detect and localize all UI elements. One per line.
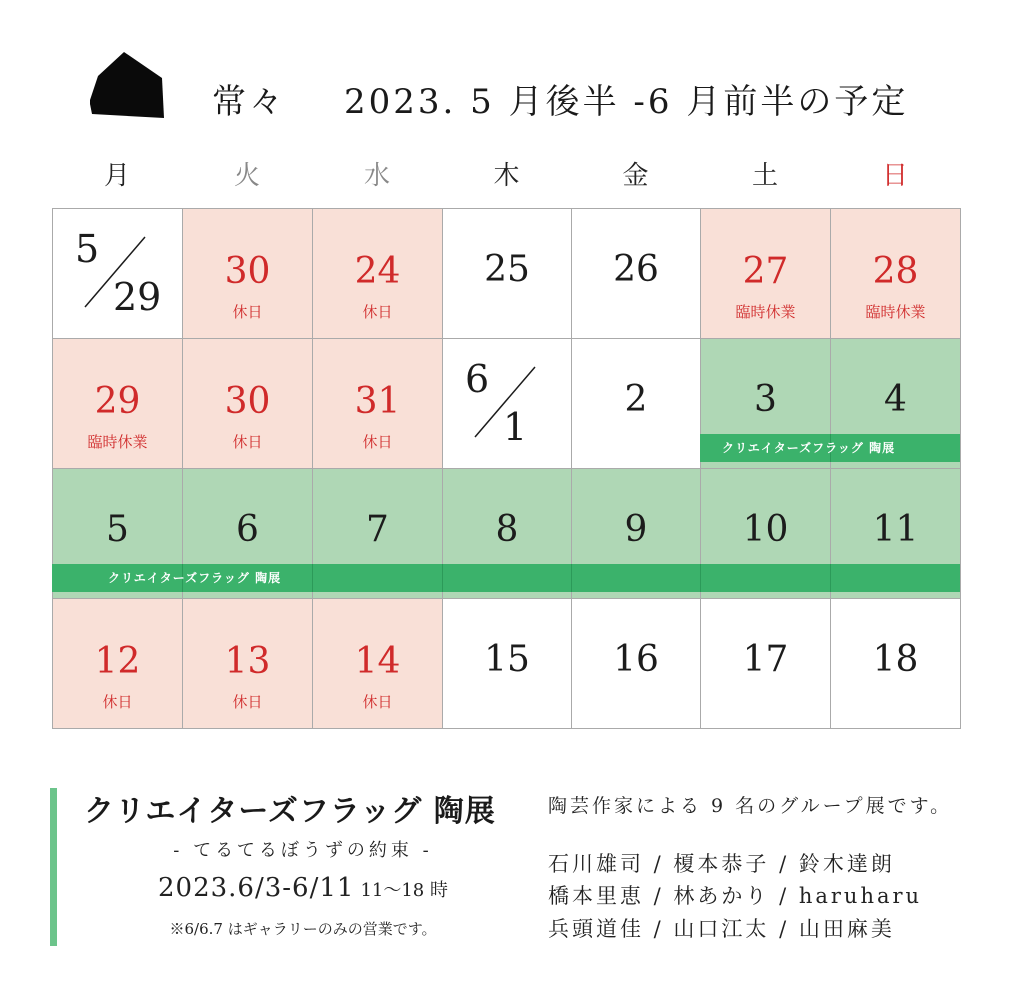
day-number: 16 (613, 639, 659, 680)
day-number: 13 (224, 641, 271, 682)
calendar-day-cell (700, 208, 831, 339)
closed-note: 臨時休業 (865, 303, 926, 321)
day-number: 9 (624, 509, 648, 550)
day-number: 25 (484, 249, 530, 290)
closed-note: 休日 (232, 303, 263, 321)
calendar-grid (52, 208, 960, 728)
day-number: 3 (754, 379, 777, 420)
day-number: 18 (872, 639, 919, 680)
calendar-day-cell (571, 208, 701, 339)
day-number: 27 (742, 251, 789, 292)
calendar-day-cell (442, 338, 572, 469)
calendar-day-cell (52, 208, 183, 339)
calendar-day-cell (52, 598, 183, 729)
closed-note: 臨時休業 (735, 303, 796, 321)
calendar-day-cell (830, 598, 961, 729)
event-hours: 11～18 時 (360, 880, 448, 901)
schedule-title: 2023. 5 月後半 -6 月前半の予定 (344, 82, 909, 122)
day-number: 29 (113, 275, 162, 319)
day-number: 14 (354, 641, 401, 682)
shop-name: 常々 (212, 82, 286, 122)
event-dates (84, 873, 522, 903)
calendar-day-cell (442, 208, 572, 339)
closed-note: 休日 (362, 433, 393, 451)
calendar-day-cell (182, 338, 313, 469)
day-number: 31 (354, 381, 401, 422)
day-number: 29 (94, 381, 141, 422)
closed-note: 休日 (232, 693, 263, 711)
calendar-day-cell (571, 338, 701, 469)
event-note: ※6/6.7 はギャラリーのみの営業です。 (169, 920, 437, 938)
weekday-label: 水 (363, 161, 390, 191)
event-band-divider (830, 564, 831, 592)
weekday-header (52, 156, 960, 196)
day-number: 26 (613, 249, 659, 290)
event-band-label: クリエイターズフラッグ 陶展 (722, 441, 896, 455)
calendar-day-cell (312, 338, 443, 469)
day-number: 24 (354, 251, 401, 292)
artist-line: 兵頭道佳 / 山口江太 / 山田麻美 (548, 917, 895, 941)
event-band-label: クリエイターズフラッグ 陶展 (108, 571, 282, 585)
day-number: 6 (236, 509, 259, 550)
day-number: 30 (224, 251, 271, 292)
day-number: 30 (224, 381, 271, 422)
day-number: 17 (742, 639, 789, 680)
closed-note: 休日 (232, 433, 263, 451)
month-day-fraction (53, 209, 183, 339)
event-band-divider (442, 564, 443, 592)
event-subtitle: - てるてるぼうずの約束 - (173, 840, 433, 861)
calendar-day-cell (571, 598, 701, 729)
day-number: 2 (624, 379, 648, 420)
weekday-label: 木 (493, 161, 520, 191)
day-number: 10 (742, 509, 789, 550)
page-title (212, 74, 908, 123)
day-number: 5 (106, 509, 129, 550)
calendar-day-cell (52, 338, 183, 469)
calendar-day-cell (312, 208, 443, 339)
month-number: 6 (465, 357, 490, 401)
day-number: 12 (94, 641, 141, 682)
artist-line: 橋本里恵 / 林あかり / haruharu (548, 884, 923, 908)
artist-line: 石川雄司 / 榎本恭子 / 鈴木達朗 (548, 852, 895, 876)
fraction-slash-icon (53, 209, 183, 339)
weekday-label: 金 (622, 161, 649, 191)
event-band-divider (700, 564, 701, 592)
day-number: 28 (872, 251, 919, 292)
calendar-day-cell (312, 598, 443, 729)
weekday-label: 月 (103, 161, 130, 191)
calendar-day-cell (182, 208, 313, 339)
day-number: 11 (872, 509, 919, 550)
closed-note: 臨時休業 (87, 433, 148, 451)
weekday-label: 火 (233, 161, 260, 191)
closed-note: 休日 (362, 693, 393, 711)
event-date-range: 2023.6/3-6/11 (158, 873, 355, 903)
day-number: 15 (484, 639, 530, 680)
weekday-label: 日 (881, 161, 908, 191)
event-accent-bar (50, 788, 57, 946)
closed-note: 休日 (102, 693, 133, 711)
day-number: 4 (884, 379, 907, 420)
fraction-slash-icon (443, 339, 573, 469)
event-band-divider (312, 564, 313, 592)
calendar-day-cell (442, 598, 572, 729)
day-number: 7 (366, 509, 389, 550)
closed-note: 休日 (362, 303, 393, 321)
weekday-label: 土 (751, 161, 778, 191)
event-description: 陶芸作家による 9 名のグループ展です。 (548, 795, 953, 817)
house-logo-icon (88, 50, 168, 120)
day-number: 1 (503, 405, 528, 449)
event-band-divider (571, 564, 572, 592)
month-day-fraction (443, 339, 573, 469)
calendar-day-cell (830, 208, 961, 339)
calendar-day-cell (182, 598, 313, 729)
calendar-day-cell (700, 598, 831, 729)
month-number: 5 (75, 227, 100, 271)
event-title: クリエイターズフラッグ 陶展 (84, 794, 496, 829)
day-number: 8 (495, 509, 519, 550)
